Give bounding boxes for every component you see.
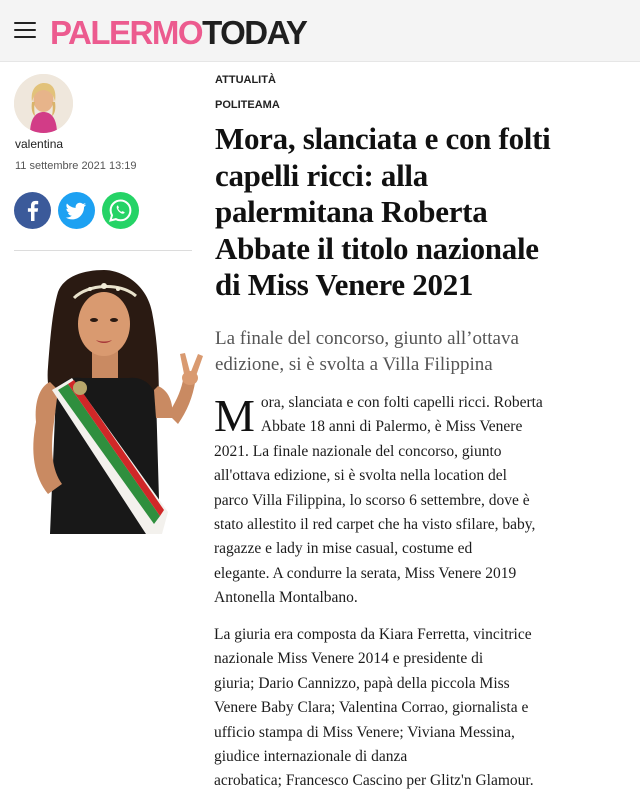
author-divider <box>14 250 192 251</box>
paragraph-line: La giuria era composta da Kiara Ferretta, vincitrice <box>214 626 532 643</box>
drop-cap: M <box>214 390 255 441</box>
paragraph-line: all'ottava edizione, si è svolta nella location del <box>214 467 507 485</box>
headline-line: Mora, slanciata e con folti <box>215 121 551 156</box>
section-tag[interactable]: ATTUALITÀ <box>215 74 276 86</box>
site-logo[interactable] <box>50 14 306 50</box>
paragraph-line: ora, slanciata e con folti capelli ricci. Roberta <box>260 394 543 411</box>
article-photo[interactable] <box>0 262 212 534</box>
whatsapp-share-button[interactable] <box>102 192 139 229</box>
paragraph-line: 2021. La finale nazionale del concorso, giunto <box>214 442 502 460</box>
paragraph-line: nazionale Miss Venere 2014 e presidente di <box>214 650 484 668</box>
twitter-share-button[interactable] <box>58 192 95 229</box>
headline-line: di Miss Venere 2021 <box>215 267 474 302</box>
paragraph-line: Abbate 18 anni di Palermo, è Miss Venere <box>260 418 523 436</box>
author-name[interactable]: valentina <box>15 137 64 151</box>
paragraph-line: giuria; Dario Cannizzo, papà della piccola Miss <box>214 674 510 692</box>
headline-line: capelli ricci: alla <box>215 157 428 193</box>
facebook-share-button[interactable] <box>14 192 51 229</box>
twitter-icon <box>58 192 95 229</box>
headline-line: Abbate il titolo nazionale <box>215 230 539 266</box>
subsection-tag[interactable]: POLITEAMA <box>215 99 280 111</box>
paragraph-line: ufficio stampa di Miss Venere; Viviana Messina, <box>214 723 515 741</box>
top-header <box>0 0 640 62</box>
author-avatar[interactable] <box>14 74 73 133</box>
paragraph-line: Venere Baby Clara; Valentina Corrao, giornalista e <box>214 699 529 717</box>
subtitle-line: La finale del concorso, giunto all’ottava <box>215 328 519 349</box>
paragraph-line: acrobatica; Francesco Cascino per Glitz'n Glamour. <box>214 772 534 790</box>
article-subtitle <box>215 326 620 378</box>
paragraph-line: stato allestito il red carpet che ha visto sfilare, baby, <box>214 516 536 534</box>
logo-part-today: TODAY <box>202 14 307 51</box>
paragraph-line: Antonella Montalbano. <box>214 589 358 607</box>
article-paragraph-1 <box>214 391 614 611</box>
paragraph-line: elegante. A condurre la serata, Miss Venere 2019 <box>214 564 517 582</box>
whatsapp-icon <box>102 192 139 229</box>
facebook-icon <box>14 192 51 229</box>
publish-date: 11 settembre 2021 13:19 <box>15 160 137 172</box>
subtitle-line: edizione, si è svolta a Villa Filippina <box>215 354 493 375</box>
article-headline <box>215 121 620 304</box>
paragraph-line: giudice internazionale di danza <box>214 748 408 766</box>
paragraph-line: parco Villa Filippina, lo scorso 6 settembre, dove è <box>214 491 530 509</box>
paragraph-line: ragazze e lady in mise casual, costume ed <box>214 540 473 558</box>
logo-part-palermo: PALERMO <box>50 14 203 51</box>
article-paragraph-2 <box>214 623 614 794</box>
hamburger-menu-icon[interactable] <box>14 22 36 40</box>
headline-line: palermitana Roberta <box>215 194 488 229</box>
